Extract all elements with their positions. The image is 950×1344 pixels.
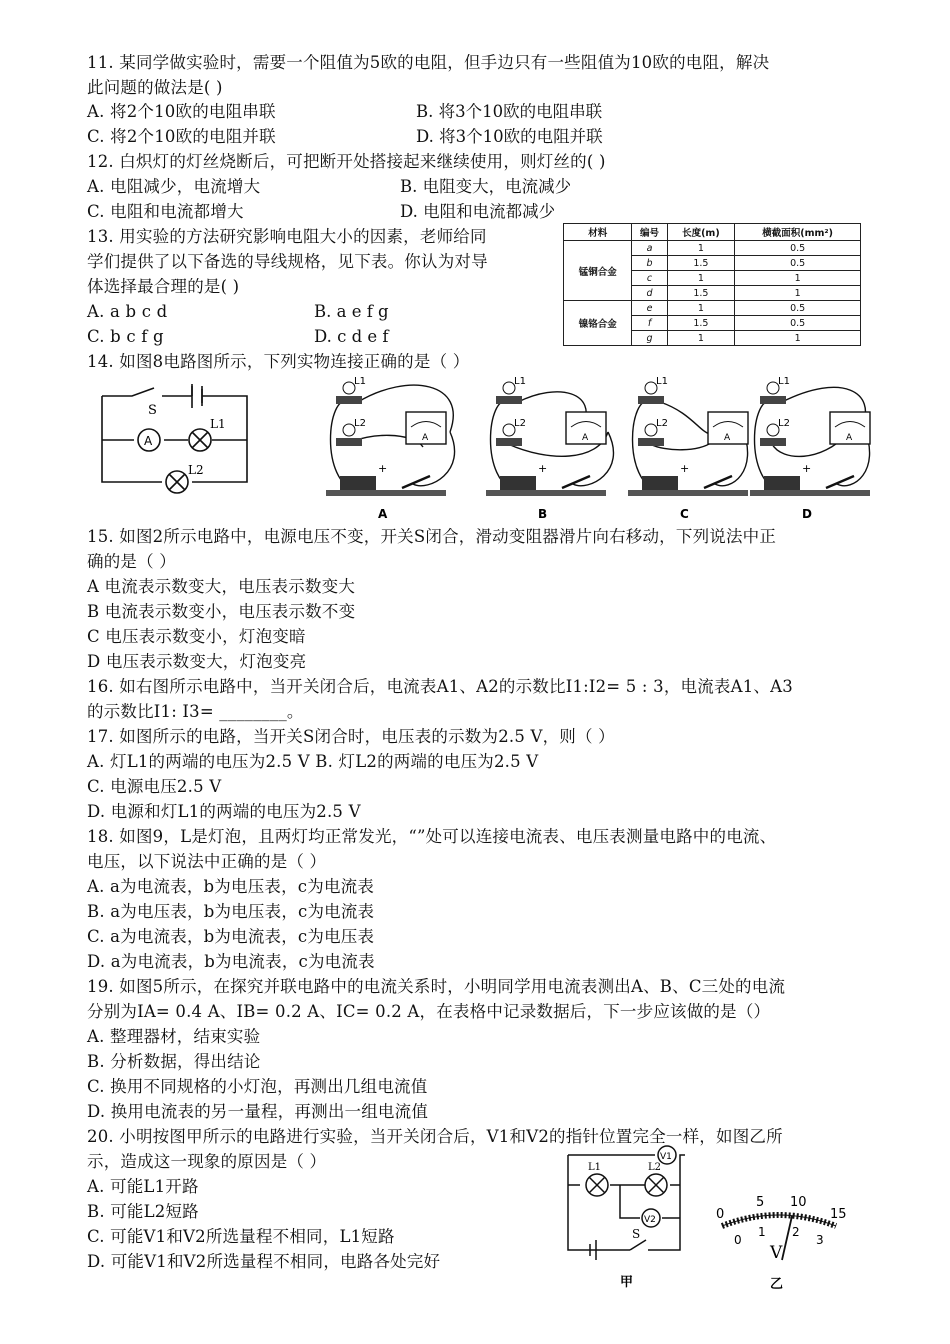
table-cell: 1: [667, 301, 735, 316]
battery-icon: [642, 476, 678, 490]
header-length: 长度(m): [667, 224, 735, 241]
line-q11o3: C. 将2个10欧的电阻并联: [87, 127, 276, 146]
fig14-meter-label: A: [846, 433, 853, 443]
yi-outer-10: 10: [790, 1195, 807, 1210]
line-q11b: 此问题的做法是( ): [87, 78, 223, 97]
fig14-plus-label: +: [538, 462, 548, 475]
line-q17o1: A. 灯L1的两端的电压为2.5 V B. 灯L2的两端的电压为2.5 V: [87, 752, 539, 771]
line-q19o1: A. 整理器材，结束实验: [87, 1027, 261, 1046]
line-q20b: 示，造成这一现象的原因是（ ）: [87, 1152, 327, 1171]
option-q13o2: B. a e f g: [314, 302, 389, 321]
line-q12o1: A. 电阻减少，电流增大: [87, 177, 261, 196]
line-q15a: 15. 如图2所示电路中，电源电压不变，开关S闭合，滑动变阻器滑片向右移动，下列说法中正: [87, 527, 777, 546]
jia-l1-label: L1: [588, 1162, 602, 1173]
header-area: 横截面积(mm²): [735, 224, 861, 241]
lamp-holder: [336, 438, 362, 446]
table-cell: f: [632, 316, 667, 331]
line-q20o2: B. 可能L2短路: [87, 1202, 199, 1221]
fig14-lamp1-label: L1: [656, 376, 668, 387]
line-q15o1: A 电流表示数变大，电压表示数变大: [87, 577, 356, 596]
fig14-plus-label: +: [802, 462, 812, 475]
header-material: 材料: [564, 224, 632, 241]
table-cell: g: [632, 331, 667, 346]
line-q13c: 体选择最合理的是( ): [87, 277, 240, 296]
fig14-option-a-circuit: [318, 372, 458, 522]
fig14-lamp2-label: L2: [514, 418, 526, 429]
fig14-plus-label: +: [378, 462, 388, 475]
line-q18o2: B. a为电压表，b为电压表，c为电流表: [87, 902, 375, 921]
table-cell: a: [632, 241, 667, 256]
fig14-lamp2-label: L2: [354, 418, 366, 429]
fig14-lamp1-label: L1: [354, 376, 366, 387]
lamp-holder: [760, 396, 786, 404]
line-q19o4: D. 换用电流表的另一量程，再测出一组电流值: [87, 1102, 429, 1121]
table-cell: 0.5: [735, 316, 861, 331]
fig14-option-b-circuit: [478, 372, 618, 522]
option-q11o4: D. 将3个10欧的电阻并联: [416, 127, 603, 146]
yi-figure-label: 乙: [770, 1277, 784, 1290]
switch-icon: [562, 476, 590, 488]
line-q16b: 的示数比I1: I3= ________。: [87, 702, 304, 721]
fig14-plus-label: +: [680, 462, 690, 475]
table-header-row: [564, 224, 861, 241]
line-q18o4: D. a为电流表，b为电流表，c为电流表: [87, 952, 375, 971]
fig14-lamp2-label: L2: [656, 418, 668, 429]
jia-l2-label: L2: [648, 1162, 662, 1173]
line-q19o3: C. 换用不同规格的小灯泡，再测出几组电流值: [87, 1077, 428, 1096]
option-q12o2: B. 电阻变大，电流减少: [400, 177, 572, 196]
schematic-l1-label: L1: [210, 417, 226, 431]
line-q12: 12. 白炽灯的灯丝烧断后，可把断开处搭接起来继续使用，则灯丝的( ): [87, 152, 606, 171]
battery-icon: [340, 476, 376, 490]
line-q19b: 分别为IA= 0.4 A、IB= 0.2 A、IC= 0.2 A，在表格中记录数据后，下一步应该做的是（）: [87, 1002, 771, 1021]
wire-spec-table: [563, 223, 861, 346]
fig14-lamp1-label: L1: [514, 376, 526, 387]
yi-inner-3: 3: [816, 1233, 824, 1247]
lamp-holder: [336, 396, 362, 404]
line-q19o2: B. 分析数据，得出结论: [87, 1052, 261, 1071]
material-cell: 镍铬合金: [564, 301, 632, 346]
fig14-option-d-circuit: [742, 372, 882, 522]
switch-icon: [826, 476, 854, 488]
lamp-holder: [496, 396, 522, 404]
fig20-yi-meter: [712, 1190, 852, 1290]
yi-unit-label: V: [770, 1243, 783, 1263]
table-cell: 1: [735, 331, 861, 346]
battery-icon: [764, 476, 800, 490]
table-cell: 0.5: [735, 256, 861, 271]
table-cell: 1.5: [667, 316, 735, 331]
lamp-holder: [760, 438, 786, 446]
line-q20o1: A. 可能L1开路: [87, 1177, 199, 1196]
fig14-caption: B: [538, 507, 548, 521]
base-board: [750, 490, 870, 496]
fig14-lamp2-label: L2: [778, 418, 790, 429]
table-cell: 1.5: [667, 256, 735, 271]
fig14-lamp1-label: L1: [778, 376, 790, 387]
yi-inner-1: 1: [758, 1225, 766, 1239]
lamp-holder: [638, 438, 664, 446]
line-q17o4: D. 电源和灯L1的两端的电压为2.5 V: [87, 802, 361, 821]
table-cell: 0.5: [735, 301, 861, 316]
option-q12o4: D. 电阻和电流都减少: [400, 202, 556, 221]
line-q18o3: C. a为电流表，b为电流表，c为电压表: [87, 927, 375, 946]
base-board: [628, 490, 748, 496]
line-q16a: 16. 如右图所示电路中，当开关闭合后，电流表A1、A2的示数比I1:I2= 5 : 3，电流表A1、A3: [87, 677, 793, 696]
table-cell: e: [632, 301, 667, 316]
table-cell: c: [632, 271, 667, 286]
table-cell: 1: [667, 271, 735, 286]
fig14-meter-label: A: [582, 433, 589, 443]
base-board: [326, 490, 446, 496]
line-q17o3: C. 电源电压2.5 V: [87, 777, 222, 796]
line-q15o3: C 电压表示数变小，灯泡变暗: [87, 627, 306, 646]
fig14-caption: D: [802, 507, 812, 521]
yi-inner-0: 0: [734, 1233, 742, 1247]
option-q13o4: D. c d e f: [314, 327, 389, 346]
line-q15b: 确的是（ ）: [87, 552, 176, 571]
fig14-caption: A: [378, 507, 388, 521]
line-q20o3: C. 可能V1和V2所选量程不相同，L1短路: [87, 1227, 395, 1246]
jia-v2-label: V2: [644, 1215, 656, 1225]
line-q13b: 学们提供了以下备选的导线规格，见下表。你认为对导: [87, 252, 488, 271]
jia-switch-label: S: [632, 1227, 641, 1241]
option-q11o2: B. 将3个10欧的电阻串联: [416, 102, 603, 121]
schematic-ammeter-label: A: [144, 434, 153, 448]
material-cell: 锰铜合金: [564, 241, 632, 301]
fig14-schematic: [92, 382, 257, 500]
fig14-caption: C: [680, 507, 689, 521]
fig14-meter-label: A: [724, 433, 731, 443]
table-cell: d: [632, 286, 667, 301]
line-q11o1: A. 将2个10欧的电阻串联: [87, 102, 276, 121]
line-q14: 14. 如图8电路图所示，下列实物连接正确的是（ ）: [87, 352, 470, 371]
jia-figure-label: 甲: [620, 1275, 634, 1290]
line-q11a: 11. 某同学做实验时，需要一个阻值为5欧的电阻，但手边只有一些阻值为10欧的电阻，解决: [87, 53, 770, 72]
line-q13o1: A. a b c d: [87, 302, 168, 321]
lamp-holder: [496, 438, 522, 446]
yi-outer-15: 15: [830, 1207, 847, 1222]
table-row: [564, 241, 861, 256]
table-cell: 0.5: [735, 241, 861, 256]
line-q18a: 18. 如图9，L是灯泡，且两灯均正常发光，“”处可以连接电流表、电压表测量电路中的电流、: [87, 827, 777, 846]
battery-icon: [500, 476, 536, 490]
fig20-jia-circuit: [560, 1140, 690, 1290]
table-cell: 1.5: [667, 286, 735, 301]
line-q18b: 电压，以下说法中正确的是（ ）: [87, 852, 327, 871]
header-id: 编号: [632, 224, 667, 241]
line-q13a: 13. 用实验的方法研究影响电阻大小的因素，老师给同: [87, 227, 487, 246]
line-q20a: 20. 小明按图甲所示的电路进行实验，当开关闭合后，V1和V2的指针位置完全一样，如图乙所: [87, 1127, 783, 1146]
base-board: [486, 490, 606, 496]
schematic-switch-label: S: [148, 403, 157, 418]
line-q15o4: D 电压表示数变大，灯泡变亮: [87, 652, 307, 671]
table-row: [564, 301, 861, 316]
lamp-holder: [638, 396, 664, 404]
line-q18o1: A. a为电流表，b为电压表，c为电流表: [87, 877, 375, 896]
jia-v1-label: V1: [660, 1152, 672, 1162]
line-q12o3: C. 电阻和电流都增大: [87, 202, 244, 221]
line-q19a: 19. 如图5所示，在探究并联电路中的电流关系时，小明同学用电流表测出A、B、C三处的电流: [87, 977, 786, 996]
table-cell: b: [632, 256, 667, 271]
table-cell: 1: [735, 286, 861, 301]
schematic-l2-label: L2: [188, 463, 204, 477]
line-q13o3: C. b c f g: [87, 327, 164, 346]
line-q20o4: D. 可能V1和V2所选量程不相同，电路各处完好: [87, 1252, 441, 1271]
table-cell: 1: [667, 331, 735, 346]
table-cell: 1: [667, 241, 735, 256]
yi-outer-5: 5: [756, 1195, 765, 1210]
line-q17: 17. 如图所示的电路，当开关S闭合时，电压表的示数为2.5 V，则（ ）: [87, 727, 615, 746]
yi-outer-0: 0: [716, 1207, 725, 1222]
table-cell: 1: [735, 271, 861, 286]
switch-icon: [402, 476, 430, 488]
fig14-meter-label: A: [422, 433, 429, 443]
line-q15o2: B 电流表示数变小，电压表示数不变: [87, 602, 356, 621]
yi-inner-2: 2: [792, 1225, 800, 1239]
switch-icon: [704, 476, 732, 488]
fig14-option-c-circuit: [620, 372, 760, 522]
